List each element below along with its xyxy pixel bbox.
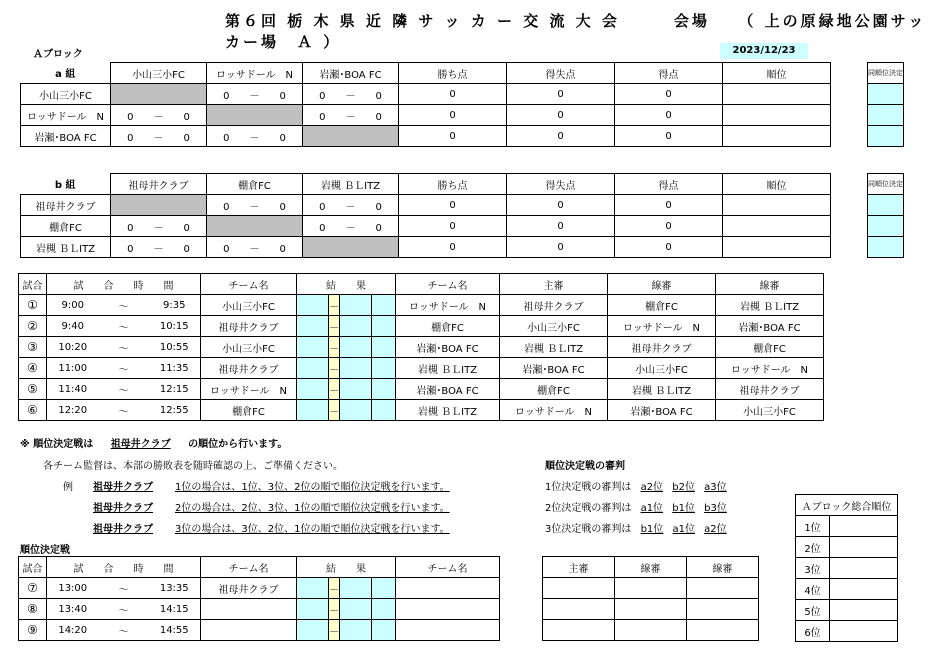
group-b-header: 得点 [615,174,723,195]
team-name: ロッサドール N [21,105,111,126]
rank-cell [723,105,831,126]
playoff-header: 試合 [19,557,47,578]
score-cell: 0 － 0 [207,84,303,105]
group-a-header: 得点 [615,63,723,84]
ref-cell[interactable] [615,599,687,620]
result-away-score[interactable] [340,358,372,379]
linesman-2: 棚倉FC [716,337,824,358]
result-extra[interactable] [372,599,396,620]
end-time: 9:35 [149,295,201,316]
playoff-header: チーム名 [201,557,297,578]
result-dash: － [329,337,340,358]
result-extra[interactable] [372,578,396,599]
table-row [796,516,898,537]
self-cell [207,216,303,237]
table-row [19,400,824,421]
score-cell: 0 － 0 [207,195,303,216]
away-team[interactable] [396,620,500,641]
home-team: 祖母井クラブ [201,316,297,337]
away-team: 岩槻 ＢＬITZ [396,400,500,421]
match-number: ⑧ [19,599,47,620]
table-row [19,599,500,620]
referee: ロッサドール N [500,400,608,421]
self-cell [111,195,207,216]
rank-label: 2位 [796,537,830,558]
tiebreak-a-table [867,62,904,147]
diff-cell: 0 [507,84,615,105]
example-text: 3位の場合は、3位、2位、1位の順で順位決定戦を行います。 [175,524,450,535]
tiebreak-cell[interactable] [868,84,904,105]
playoff-header: 結 果 [297,557,396,578]
result-extra[interactable] [372,620,396,641]
result-home-score[interactable] [297,379,329,400]
time-tilde: ～ [99,379,149,400]
time-tilde: ～ [99,400,149,421]
end-time: 12:55 [149,400,201,421]
result-extra[interactable] [372,316,396,337]
start-time: 9:40 [47,316,99,337]
start-time: 9:00 [47,295,99,316]
result-dash: － [329,620,340,641]
time-tilde: ～ [99,620,149,641]
score-cell: 0 － 0 [111,216,207,237]
score-cell: 0 － 0 [111,126,207,147]
rank-label: 1位 [796,516,830,537]
group-a-header: 勝ち点 [399,63,507,84]
away-team: 岩瀬･BOA FC [396,379,500,400]
time-tilde: ～ [99,316,149,337]
schedule-header: チーム名 [201,274,297,295]
result-away-score[interactable] [340,400,372,421]
table-row [19,316,824,337]
ref-cell[interactable] [543,599,615,620]
ref-cell[interactable] [687,599,759,620]
points-cell: 0 [399,216,507,237]
match-number: ④ [19,358,47,379]
points-cell: 0 [399,84,507,105]
tiebreak-cell[interactable] [868,126,904,147]
group-b-header: 祖母井クラブ [111,174,207,195]
tiebreak-cell[interactable] [868,216,904,237]
group-a-label: a 組 [55,69,76,81]
tiebreak-cell[interactable] [868,195,904,216]
linesman-2: 小山三小FC [716,400,824,421]
end-time: 13:35 [149,578,201,599]
notes-suffix: の順位から行います。 [188,439,288,450]
group-b-header: 勝ち点 [399,174,507,195]
referee: 小山三小FC [500,316,608,337]
match-number: ⑦ [19,578,47,599]
self-cell [207,105,303,126]
home-team: 小山三小FC [201,337,297,358]
table-row [19,620,500,641]
tiebreak-cell[interactable] [868,105,904,126]
playoff-ref-header: 主審 [543,557,615,578]
away-team: 棚倉FC [396,316,500,337]
result-extra[interactable] [372,400,396,421]
table-row [19,337,824,358]
referee-label: 3位決定戦の審判は [545,524,632,535]
ref-cell[interactable] [615,578,687,599]
tiebreak-b-table [867,173,904,258]
result-dash: － [329,578,340,599]
goals-cell: 0 [615,84,723,105]
result-extra[interactable] [372,295,396,316]
group-b-label: b 組 [54,180,76,192]
time-tilde: ～ [99,295,149,316]
team-name: 小山三小FC [21,84,111,105]
rank-cell [723,126,831,147]
team-name: 岩瀬･BOA FC [21,126,111,147]
home-team[interactable] [201,620,297,641]
ref-cell[interactable] [687,620,759,641]
tiebreak-label: 同順位決定 [868,63,904,84]
score-cell: 0 － 0 [111,237,207,258]
rank-team-cell[interactable] [830,516,898,537]
result-home-score[interactable] [297,620,329,641]
referee-line [545,520,727,535]
schedule-header: チーム名 [396,274,500,295]
start-time: 14:20 [47,620,99,641]
referee-line [545,478,727,493]
away-team: 岩瀬･BOA FC [396,337,500,358]
linesman-2: 祖母井クラブ [716,379,824,400]
referee-a: a1位 [640,503,664,514]
diff-cell: 0 [507,237,615,258]
result-away-score[interactable] [340,295,372,316]
away-team: 岩槻 ＢＬITZ [396,358,500,379]
example-label: 例 [63,482,73,493]
group-b-table [20,173,831,258]
schedule-header: 試 合 時 間 [47,274,201,295]
playoff-label: 順位決定戦 [20,545,70,556]
points-cell: 0 [399,126,507,147]
goals-cell: 0 [615,237,723,258]
goals-cell: 0 [615,105,723,126]
rank-label: 3位 [796,558,830,579]
goals-cell: 0 [615,126,723,147]
end-time: 10:55 [149,337,201,358]
referee-label: 1位決定戦の審判は [545,482,632,493]
result-away-score[interactable] [340,337,372,358]
match-number: ① [19,295,47,316]
table-row [21,237,831,258]
rank-team-cell[interactable] [830,621,898,642]
table-row [21,195,831,216]
ref-cell[interactable] [543,620,615,641]
self-cell [111,84,207,105]
group-b-header: 得失点 [507,174,615,195]
table-row [21,126,831,147]
match-number: ⑥ [19,400,47,421]
score-cell: 0 － 0 [303,84,399,105]
score-cell: 0 － 0 [207,126,303,147]
result-dash: － [329,599,340,620]
rank-team-cell[interactable] [830,579,898,600]
result-dash: － [329,316,340,337]
example-text: 2位の場合は、2位、3位、1位の順で順位決定戦を行います。 [175,503,450,514]
ref-cell[interactable] [615,620,687,641]
goals-cell: 0 [615,216,723,237]
playoff-referee-table [542,556,759,641]
ref-cell[interactable] [543,578,615,599]
result-dash: － [329,400,340,421]
start-time: 10:20 [47,337,99,358]
schedule-header: 結 果 [297,274,396,295]
playoff-table [18,556,500,641]
result-away-score[interactable] [340,379,372,400]
referee-b: b2位 [672,482,695,493]
result-extra[interactable] [372,379,396,400]
away-team: ロッサドール N [396,295,500,316]
schedule-header: 主審 [500,274,608,295]
score-cell: 0 － 0 [303,195,399,216]
referee-a: b1位 [640,524,664,535]
table-row [21,216,831,237]
playoff-header: チーム名 [396,557,500,578]
referee-b: b1位 [672,503,695,514]
referee-title: 順位決定戦の審判 [545,461,625,472]
time-tilde: ～ [99,337,149,358]
group-a-header: 岩瀬･BOA FC [303,63,399,84]
home-team: 祖母井クラブ [201,358,297,379]
team-name: 岩槻 ＢＬITZ [21,237,111,258]
result-home-score[interactable] [297,337,329,358]
notes-prefix: ※ 順位決定戦は [20,439,94,450]
result-home-score[interactable] [297,295,329,316]
home-team: 小山三小FC [201,295,297,316]
linesman-2: 岩槻 ＢＬITZ [716,295,824,316]
end-time: 11:35 [149,358,201,379]
referee-c: a3位 [704,482,727,493]
group-b-header: 棚倉FC [207,174,303,195]
example-text: 1位の場合は、1位、3位、2位の順で順位決定戦を行います。 [175,482,450,493]
table-row [19,358,824,379]
notes-line2: 各チーム監督は、本部の勝敗表を随時確認の上、ご準備ください。 [43,461,343,472]
referee-line [545,499,727,514]
rank-team-cell[interactable] [830,537,898,558]
points-cell: 0 [399,237,507,258]
start-time: 13:40 [47,599,99,620]
diff-cell: 0 [507,105,615,126]
time-tilde: ～ [99,599,149,620]
linesman-1: 祖母井クラブ [608,337,716,358]
linesman-1: 棚倉FC [608,295,716,316]
diff-cell: 0 [507,195,615,216]
group-b-header: 岩槻 ＢＬITZ [303,174,399,195]
time-tilde: ～ [99,358,149,379]
group-a-header: ロッサドール N [207,63,303,84]
points-cell: 0 [399,195,507,216]
linesman-1: 岩槻 ＢＬITZ [608,379,716,400]
table-row [21,84,831,105]
rank-label: 4位 [796,579,830,600]
result-home-score[interactable] [297,599,329,620]
result-away-score[interactable] [340,599,372,620]
table-row [796,537,898,558]
home-team: ロッサドール N [201,379,297,400]
match-number: ② [19,316,47,337]
rank-cell [723,84,831,105]
rank-label: 5位 [796,600,830,621]
rank-team-cell[interactable] [830,558,898,579]
end-time: 14:15 [149,599,201,620]
tiebreak-label: 同順位決定 [868,174,904,195]
table-row [21,105,831,126]
group-a-header: 順位 [723,63,831,84]
score-cell: 0 － 0 [303,216,399,237]
result-extra[interactable] [372,337,396,358]
linesman-2: ロッサドール N [716,358,824,379]
result-dash: － [329,295,340,316]
score-cell: 0 － 0 [303,105,399,126]
home-team[interactable]: 祖母井クラブ [201,578,297,599]
rank-cell [723,216,831,237]
schedule-header: 線審 [716,274,824,295]
team-name: 祖母井クラブ [21,195,111,216]
result-home-score[interactable] [297,316,329,337]
linesman-2: 岩瀬･BOA FC [716,316,824,337]
example-team: 祖母井クラブ [93,482,153,493]
table-row [19,379,824,400]
match-number: ⑨ [19,620,47,641]
group-a-header: 得失点 [507,63,615,84]
group-a-header: 小山三小FC [111,63,207,84]
home-team[interactable] [201,599,297,620]
referee-label: 2位決定戦の審判は [545,503,632,514]
playoff-ref-header: 線審 [615,557,687,578]
linesman-1: ロッサドール N [608,316,716,337]
page-title: 第６回 栃 木 県 近 隣 サ ッ カ ー 交 流 大 会 会場 （ 上の原緑地公園サッカー場 Ａ ） [225,12,927,51]
result-extra[interactable] [372,358,396,379]
away-team[interactable] [396,578,500,599]
table-row [19,578,500,599]
match-number: ⑤ [19,379,47,400]
result-away-score[interactable] [340,578,372,599]
home-team: 棚倉FC [201,400,297,421]
table-row [19,295,824,316]
self-cell [303,237,399,258]
linesman-1: 小山三小FC [608,358,716,379]
result-away-score[interactable] [340,316,372,337]
end-time: 10:15 [149,316,201,337]
score-cell: 0 － 0 [111,105,207,126]
schedule-header: 試合 [19,274,47,295]
schedule-header: 線審 [608,274,716,295]
match-number: ③ [19,337,47,358]
result-dash: － [329,379,340,400]
start-time: 13:00 [47,578,99,599]
rank-team-cell[interactable] [830,600,898,621]
block-label: Ａブロック [33,49,83,60]
start-time: 11:40 [47,379,99,400]
score-cell: 0 － 0 [207,237,303,258]
away-team[interactable] [396,599,500,620]
linesman-1: 岩瀬･BOA FC [608,400,716,421]
referee: 祖母井クラブ [500,295,608,316]
referee-a: a2位 [640,482,664,493]
result-home-score[interactable] [297,358,329,379]
result-home-score[interactable] [297,578,329,599]
result-home-score[interactable] [297,400,329,421]
date-badge: 2023/12/23 [720,43,808,59]
referee-b: a1位 [672,524,695,535]
self-cell [303,126,399,147]
table-row [796,600,898,621]
result-dash: － [329,358,340,379]
referee: 棚倉FC [500,379,608,400]
tiebreak-cell[interactable] [868,237,904,258]
result-away-score[interactable] [340,620,372,641]
table-row [796,579,898,600]
ref-cell[interactable] [687,578,759,599]
referee-c: b3位 [704,503,727,514]
group-a-table [20,62,831,147]
schedule-table [18,273,824,421]
rank-cell [723,195,831,216]
start-time: 11:00 [47,358,99,379]
team-name: 棚倉FC [21,216,111,237]
rank-cell [723,237,831,258]
table-row [796,621,898,642]
end-time: 12:15 [149,379,201,400]
diff-cell: 0 [507,126,615,147]
table-row [796,558,898,579]
example-team: 祖母井クラブ [93,524,153,535]
goals-cell: 0 [615,195,723,216]
example-team: 祖母井クラブ [93,503,153,514]
start-time: 12:20 [47,400,99,421]
playoff-header: 試 合 時 間 [47,557,201,578]
points-cell: 0 [399,105,507,126]
overall-ranking-table [795,494,898,642]
referee: 岩瀬･BOA FC [500,358,608,379]
diff-cell: 0 [507,216,615,237]
overall-title: Ａブロック総合順位 [796,495,898,516]
referee-c: a2位 [704,524,727,535]
notes-line1 [20,435,287,450]
rank-label: 6位 [796,621,830,642]
group-b-header: 順位 [723,174,831,195]
notes-team: 祖母井クラブ [110,439,171,450]
referee: 岩槻 ＢＬITZ [500,337,608,358]
time-tilde: ～ [99,578,149,599]
end-time: 14:55 [149,620,201,641]
playoff-ref-header: 線審 [687,557,759,578]
